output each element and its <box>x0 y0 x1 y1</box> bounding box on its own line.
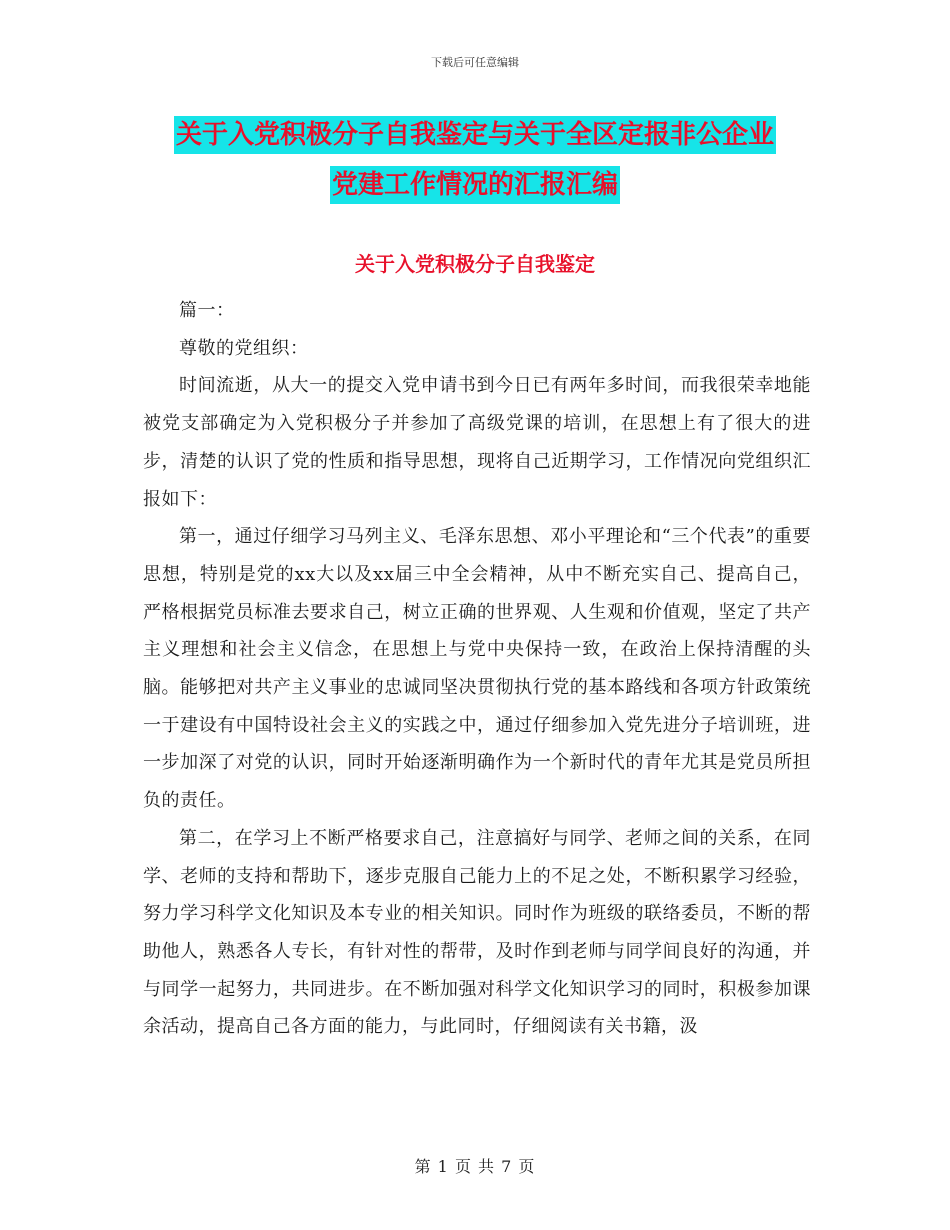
document-title-line2: 党建工作情况的汇报汇编 <box>331 170 618 200</box>
paragraph-first: 第一，通过仔细学习马列主义、毛泽东思想、邓小平理论和“三个代表”的重要思想，特别是党的xx大以及xx届三中全会精神，从中不断充实自己、提高自己，严格根据党员标准去要求自己，树立正确的世界观、人生观和价值观，坚定了共产主义理想和社会主义信念，在思想上与党中央保持一致，在政治上保持清醒的头脑。能够把对共产主义事业的忠诚同坚决贯彻执行党的基本路线和各项方针政策统一于建设有中国特设社会主义的实践之中，通过仔细参加入党先进分子培训班，进一步加深了对党的认识，同时开始逐渐明确作为一个新时代的青年尤其是党员所担负的责任。 <box>143 526 811 812</box>
document-body <box>143 292 811 1046</box>
document-title-highlight <box>174 116 776 204</box>
page-header-note: 下载后可任意编辑 <box>431 56 519 69</box>
document-title <box>120 110 830 210</box>
document-title-line1: 关于入党积极分子自我鉴定与关于全区定报非公企业 <box>175 120 774 150</box>
paragraph-intro: 时间流逝，从大一的提交入党申请书到今日已有两年多时间，而我很荣幸地能被党支部确定为入党积极分子并参加了高级党课的培训，在思想上有了很大的进步，清楚的认识了党的性质和指导思想，现将自己近期学习，工作情况向党组织汇报如下： <box>143 375 811 510</box>
paragraph-label: 篇一： <box>179 300 235 321</box>
paragraph-second: 第二，在学习上不断严格要求自己，注意搞好与同学、老师之间的关系，在同学、老师的支持和帮助下，逐步克服自己能力上的不足之处，不断积累学习经验，努力学习科学文化知识及本专业的相关知识。同时作为班级的联络委员，不断的帮助他人，熟悉各人专长，有针对性的帮带，及时作到老师与同学间良好的沟通，并与同学一起努力，共同进步。在不断加强对科学文化知识学习的同时，积极参加课余活动，提高自己各方面的能力，与此同时，仔细阅读有关书籍，汲 <box>143 827 811 1038</box>
section-title: 关于入党积极分子自我鉴定 <box>355 252 595 276</box>
paragraph-salutation: 尊敬的党组织： <box>179 337 309 359</box>
page-footer-number: 第 1 页 共 7 页 <box>414 1157 536 1176</box>
